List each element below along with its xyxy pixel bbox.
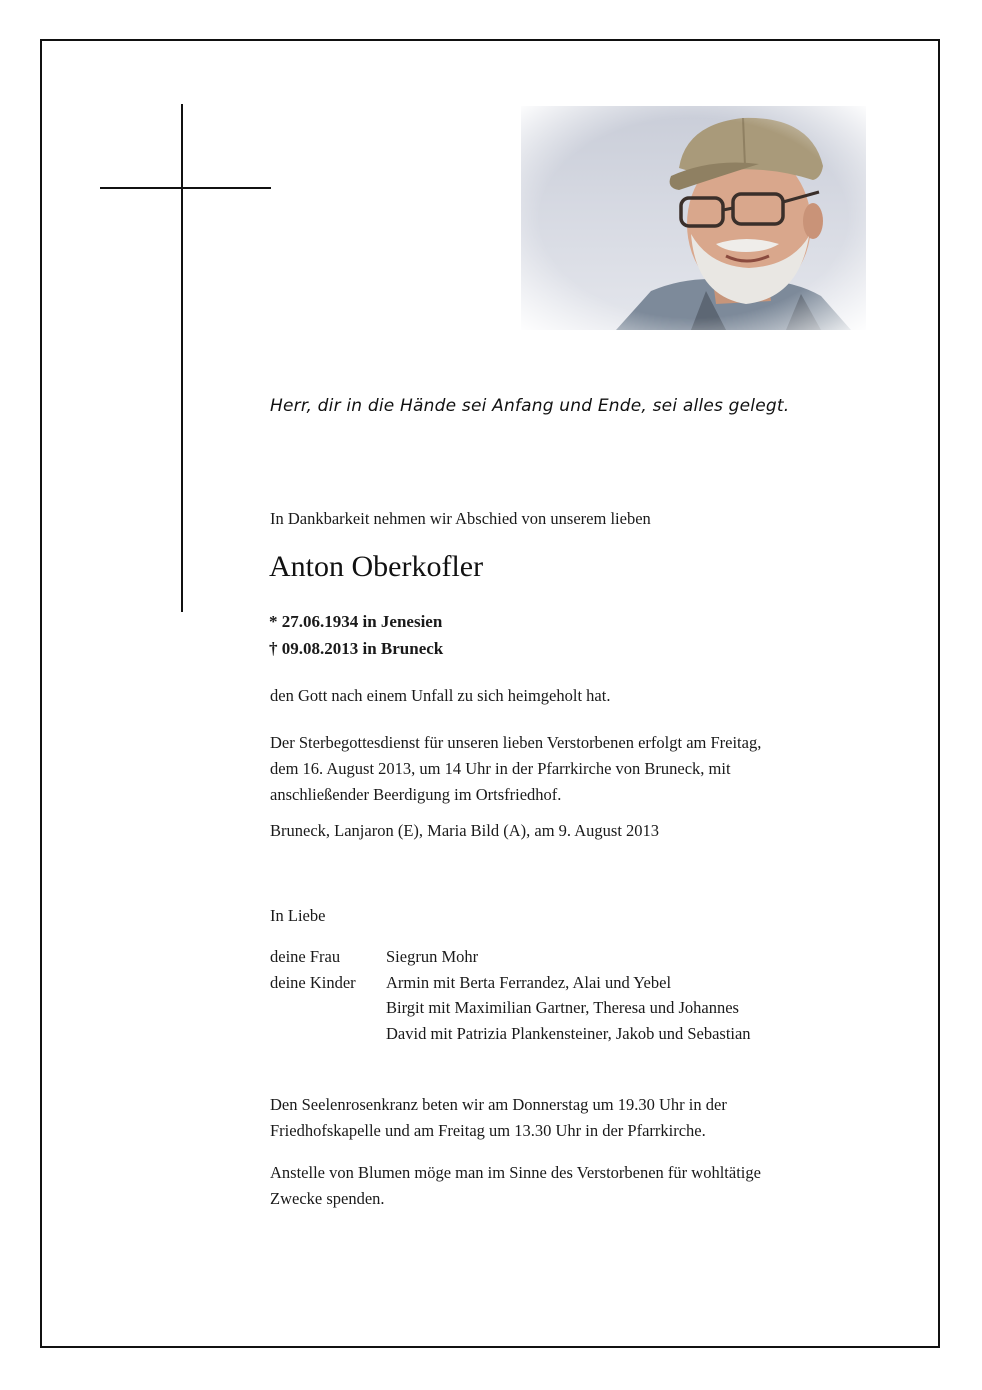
family-role: deine Kinder	[270, 972, 356, 992]
place-and-date: Bruneck, Lanjaron (E), Maria Bild (A), am 9. August 2013	[270, 821, 660, 840]
family-row-wife	[270, 944, 751, 970]
flowers-text	[270, 1160, 761, 1212]
family-row-children	[270, 970, 751, 1047]
deceased-name: Anton Oberkofler	[269, 550, 484, 583]
service-line: dem 16. August 2013, um 14 Uhr in der Pfarrkirche von Bruneck, mit	[270, 759, 731, 778]
funeral-service-text	[270, 730, 761, 808]
family-role: deine Frau	[270, 947, 341, 966]
intro-text: In Dankbarkeit nehmen wir Abschied von unserem lieben	[270, 509, 651, 528]
motto-quote: Herr, dir in die Hände sei Anfang und Ende, sei alles gelegt.	[270, 396, 790, 416]
service-line: Der Sterbegottesdienst für unseren lieben Verstorbenen erfolgt am Freitag,	[270, 733, 762, 752]
flowers-line: Anstelle von Blumen möge man im Sinne des Verstorbenen für wohltätige	[270, 1163, 761, 1182]
portrait-photo	[521, 106, 866, 330]
cross-vertical-bar	[181, 104, 183, 612]
family-member: Armin mit Berta Ferrandez, Alai und Yebel	[386, 972, 672, 992]
rosary-line: Friedhofskapelle und am Freitag um 13.30 Uhr in der Pfarrkirche.	[270, 1121, 706, 1140]
service-line: anschließender Beerdigung im Ortsfriedhof.	[270, 785, 562, 804]
family-member: David mit Patrizia Plankensteiner, Jakob und Sebastian	[386, 1023, 751, 1043]
birth-date: * 27.06.1934 in Jenesien	[269, 612, 443, 631]
cross-horizontal-bar	[100, 187, 271, 189]
portrait-illustration	[521, 106, 866, 330]
flowers-line: Zwecke spenden.	[270, 1189, 385, 1208]
rosary-line: Den Seelenrosenkranz beten wir am Donnerstag um 19.30 Uhr in der	[270, 1095, 727, 1114]
passing-text: den Gott nach einem Unfall zu sich heimgeholt hat.	[270, 686, 611, 705]
family-list	[270, 944, 751, 1046]
life-dates	[269, 608, 443, 662]
death-date: † 09.08.2013 in Bruneck	[269, 639, 444, 658]
in-love-text: In Liebe	[270, 906, 326, 925]
rosary-text	[270, 1092, 727, 1144]
family-member: Siegrun Mohr	[386, 947, 479, 966]
family-member: Birgit mit Maximilian Gartner, Theresa und Johannes	[386, 998, 739, 1017]
